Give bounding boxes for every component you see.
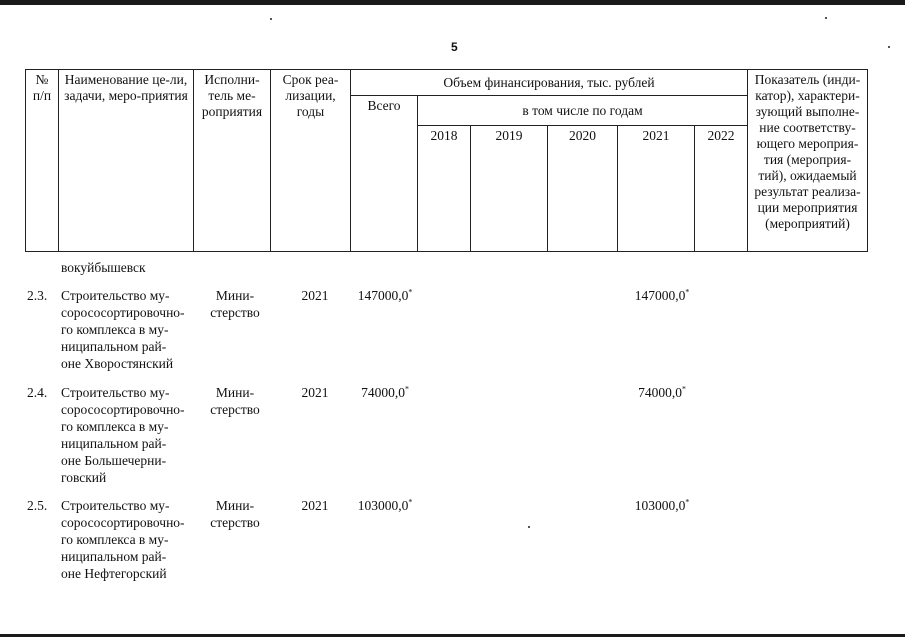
header-year-2020: 2020	[548, 126, 618, 252]
row-term: 2021	[301, 385, 329, 400]
row-name	[61, 287, 194, 372]
row-number: 2.4.	[27, 385, 48, 400]
row-name	[61, 497, 194, 582]
row-number: 2.3.	[27, 288, 48, 303]
footnote-mark: *	[404, 384, 409, 394]
header-name: Наименование це-ли, задачи, меро-приятия	[59, 70, 194, 252]
row-2021: 74000,0*	[638, 384, 686, 400]
row-executor	[200, 287, 270, 321]
name-line: оне Большечерни-	[61, 453, 167, 468]
page-number: 5	[451, 40, 458, 54]
name-line: го комплекса в му-	[61, 532, 169, 547]
name-line: го комплекса в му-	[61, 419, 169, 434]
executor-line: Мини-	[215, 385, 255, 400]
name-line: ниципальном рай-	[61, 436, 167, 451]
executor-line: стерство	[210, 515, 260, 530]
header-year-2019: 2019	[471, 126, 548, 252]
row-number: 2.5.	[27, 498, 48, 513]
name-line: сорососортировочно-	[61, 515, 185, 530]
name-line: Строительство му-	[61, 498, 170, 513]
scan-speck	[270, 18, 272, 20]
header-num: № п/п	[26, 70, 59, 252]
top-rule	[0, 0, 905, 5]
row-term: 2021	[301, 288, 329, 303]
footnote-mark: *	[681, 384, 686, 394]
name-line: сорососортировочно-	[61, 305, 185, 320]
header-by-years: в том числе по годам	[418, 96, 748, 126]
row-total: 103000,0*	[357, 497, 413, 513]
name-line: оне Хворостянский	[61, 356, 174, 371]
name-line: сорососортировочно-	[61, 402, 185, 417]
footnote-mark: *	[685, 287, 690, 297]
row-total: 74000,0*	[361, 384, 409, 400]
footnote-mark: *	[408, 497, 413, 507]
header-executor: Исполни-тель ме-роприятия	[194, 70, 271, 252]
header-total: Всего	[351, 96, 418, 252]
executor-line: Мини-	[215, 498, 255, 513]
row-2021: 147000,0*	[634, 287, 690, 303]
row-2021: 103000,0*	[634, 497, 690, 513]
row-term: 2021	[301, 498, 329, 513]
header-year-2022: 2022	[695, 126, 748, 252]
executor-line: стерство	[210, 402, 260, 417]
executor-line: стерство	[210, 305, 260, 320]
scan-speck	[825, 17, 827, 19]
header-year-2021: 2021	[618, 126, 695, 252]
header-funding: Объем финансирования, тыс. рублей	[351, 70, 748, 96]
row-executor	[200, 384, 270, 418]
name-line: Строительство му-	[61, 288, 170, 303]
continuation-text: вокуйбышевск	[61, 260, 146, 275]
name-line: оне Нефтегорский	[61, 566, 167, 581]
name-line: ниципальном рай-	[61, 339, 167, 354]
name-line: Строительство му-	[61, 385, 170, 400]
scan-speck	[888, 46, 890, 48]
scan-speck	[528, 526, 530, 528]
header-year-2018: 2018	[418, 126, 471, 252]
header-table	[25, 69, 868, 252]
row-executor	[200, 497, 270, 531]
name-line: го комплекса в му-	[61, 322, 169, 337]
name-line: ниципальном рай-	[61, 549, 167, 564]
row-name	[61, 384, 194, 486]
footnote-mark: *	[685, 497, 690, 507]
header-indicator: Показатель (инди-катор), характери-зующий выполне-ние соответству-ющего мероприя-тия (мероприя-тий), ожидаемый результат реализа-ции мероприятия (мероприятий)	[748, 70, 868, 252]
name-line: говский	[61, 470, 107, 485]
row-total: 147000,0*	[357, 287, 413, 303]
footnote-mark: *	[408, 287, 413, 297]
header-term: Срок реа-лизации, годы	[271, 70, 351, 252]
bottom-rule	[0, 634, 905, 637]
executor-line: Мини-	[215, 288, 255, 303]
